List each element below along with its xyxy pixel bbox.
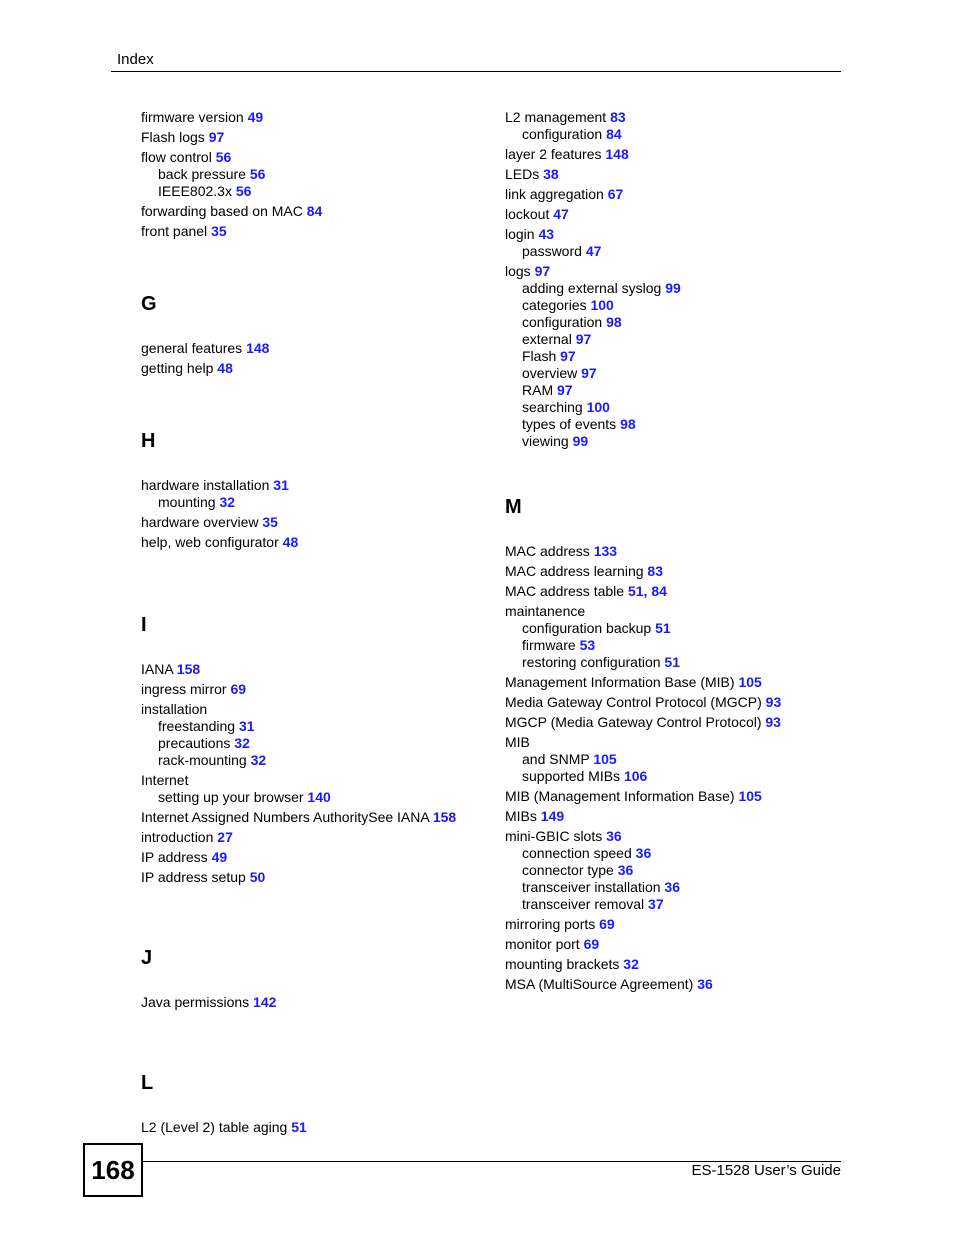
index-subentry <box>141 166 491 183</box>
page-reference-link[interactable]: 97 <box>534 263 551 279</box>
page-reference-link[interactable]: 36 <box>635 845 652 861</box>
index-subterm: overview <box>522 365 578 381</box>
index-subterm: firmware <box>522 637 576 653</box>
index-entry <box>505 694 835 711</box>
index-term: Internet Assigned Numbers AuthoritySee IANA <box>141 809 429 825</box>
section-letter-heading: M <box>505 496 522 518</box>
index-term: installation <box>141 701 208 717</box>
page-reference-link[interactable]: 98 <box>620 416 636 432</box>
index-entry <box>141 340 491 357</box>
index-entry <box>141 514 491 531</box>
index-subentry <box>505 331 835 348</box>
page-reference-link[interactable]: 148 <box>605 146 629 162</box>
page-reference-link[interactable]: 51 <box>664 654 680 670</box>
index-subentry <box>505 768 835 785</box>
index-entry <box>141 661 491 678</box>
index-subentry <box>505 637 835 654</box>
index-subentry <box>505 314 835 331</box>
page-reference-link[interactable]: 106 <box>623 768 648 784</box>
index-section <box>141 946 491 1011</box>
index-entry <box>141 109 491 126</box>
page-reference-link[interactable]: 99 <box>572 433 589 449</box>
index-subentry <box>505 879 835 896</box>
page-reference-link[interactable]: 84 <box>651 583 667 599</box>
index-term: ingress mirror <box>141 681 227 697</box>
index-subentry <box>505 751 835 768</box>
index-entry <box>505 543 835 560</box>
index-entry <box>505 563 835 580</box>
index-subentry <box>505 348 835 365</box>
index-term: link aggregation <box>505 186 604 202</box>
page-reference-link[interactable]: 49 <box>211 849 228 865</box>
index-subterm: freestanding <box>158 718 236 734</box>
page-reference-link[interactable]: 97 <box>557 382 573 398</box>
page-reference-link[interactable]: 37 <box>648 896 664 912</box>
index-entry <box>141 360 491 377</box>
index-term: IP address <box>141 849 208 865</box>
page-reference-link[interactable]: 83 <box>647 563 663 579</box>
index-subterm: transceiver removal <box>522 896 645 912</box>
page-reference-link[interactable]: 93 <box>765 714 781 730</box>
index-subentry <box>505 126 835 143</box>
index-subterm: and SNMP <box>522 751 590 767</box>
index-column-right <box>505 106 835 993</box>
running-header: Index <box>117 51 154 68</box>
index-subentry <box>505 382 835 399</box>
page-reference-link[interactable]: 36 <box>697 976 713 992</box>
index-term: mirroring ports <box>505 916 596 932</box>
index-term: hardware installation <box>141 477 270 493</box>
page-reference-link[interactable]: 69 <box>599 916 615 932</box>
page-reference-link[interactable]: 32 <box>250 752 267 768</box>
index-entry <box>505 976 835 993</box>
page-reference-link[interactable]: 35 <box>262 514 278 530</box>
page-reference-link[interactable]: 32 <box>234 735 250 751</box>
index-entry <box>141 534 491 551</box>
page-reference-link[interactable]: 53 <box>579 637 596 653</box>
index-entry <box>141 809 491 826</box>
index-subentry <box>141 735 491 752</box>
index-term: lockout <box>505 206 550 222</box>
page-reference-link[interactable]: 35 <box>211 223 227 239</box>
index-subentry <box>505 845 835 862</box>
page-reference-link[interactable]: 105 <box>593 751 617 767</box>
index-entry <box>505 714 835 731</box>
page-reference-link[interactable]: 105 <box>738 788 762 804</box>
page-reference-link[interactable]: 140 <box>307 789 331 805</box>
index-term: L2 (Level 2) table aging <box>141 1119 288 1135</box>
section-letter-heading: J <box>141 947 153 969</box>
page-reference-link[interactable]: 97 <box>575 331 592 347</box>
page-reference-link[interactable]: 56 <box>249 166 266 182</box>
index-subterm: back pressure <box>158 166 246 182</box>
page-reference-link[interactable]: 84 <box>606 126 622 142</box>
page-reference-link[interactable]: 51 <box>655 620 671 636</box>
index-subentry <box>505 416 835 433</box>
index-entry <box>141 701 491 718</box>
index-term: login <box>505 226 535 242</box>
index-subterm: precautions <box>158 735 231 751</box>
index-entry <box>505 226 835 243</box>
section-letter-heading: H <box>141 430 156 452</box>
index-entry <box>505 808 835 825</box>
index-subentry <box>505 433 835 450</box>
index-term: IP address setup <box>141 869 246 885</box>
index-subterm: setting up your browser <box>158 789 304 805</box>
index-entry <box>505 186 835 203</box>
index-subterm: restoring configuration <box>522 654 661 670</box>
index-subterm: categories <box>522 297 587 313</box>
index-term: hardware overview <box>141 514 259 530</box>
index-subterm: IEEE802.3x <box>158 183 232 199</box>
page-reference-link[interactable]: 67 <box>607 186 624 202</box>
index-entry <box>505 583 835 600</box>
index-entry <box>141 994 491 1011</box>
page-reference-link[interactable]: 69 <box>230 681 247 697</box>
page-reference-link[interactable]: 98 <box>606 314 622 330</box>
index-subterm: viewing <box>522 433 569 449</box>
index-entry <box>141 681 491 698</box>
index-term: MGCP (Media Gateway Control Protocol) <box>505 714 762 730</box>
page-reference-link[interactable]: 32 <box>219 494 236 510</box>
index-subentry <box>141 718 491 735</box>
index-term: general features <box>141 340 243 356</box>
index-term: introduction <box>141 829 214 845</box>
page-separator: , <box>643 583 652 599</box>
index-subterm: rack-mounting <box>158 752 247 768</box>
index-subentry <box>141 752 491 769</box>
index-subterm: adding external syslog <box>522 280 662 296</box>
page-reference-link[interactable]: 148 <box>246 340 270 356</box>
index-entry <box>505 956 835 973</box>
index-term: forwarding based on MAC <box>141 203 303 219</box>
page-reference-link[interactable]: 31 <box>273 477 289 493</box>
page-reference-link[interactable]: 56 <box>235 183 252 199</box>
index-term: LEDs <box>505 166 540 182</box>
page-reference-link[interactable]: 97 <box>208 129 225 145</box>
index-subterm: RAM <box>522 382 554 398</box>
page-reference-link[interactable]: 133 <box>593 543 618 559</box>
guide-title: ES-1528 User’s Guide <box>691 1162 841 1179</box>
index-entry <box>141 223 491 240</box>
index-subterm: external <box>522 331 572 347</box>
page-reference-link[interactable]: 100 <box>590 297 614 313</box>
index-subentry <box>505 862 835 879</box>
index-term: MIB (Management Information Base) <box>505 788 735 804</box>
index-subterm: transceiver installation <box>522 879 661 895</box>
index-subterm: password <box>522 243 582 259</box>
index-entry <box>141 203 491 220</box>
page-reference-link[interactable]: 36 <box>664 879 680 895</box>
index-section <box>505 495 835 993</box>
index-entry <box>505 674 835 691</box>
index-entry <box>505 828 835 845</box>
page-reference-link[interactable]: 32 <box>623 956 639 972</box>
index-term: MSA (MultiSource Agreement) <box>505 976 694 992</box>
page-number: 168 <box>83 1143 143 1197</box>
index-subterm: searching <box>522 399 583 415</box>
index-entry <box>141 869 491 886</box>
page-reference-link[interactable]: 48 <box>217 360 233 376</box>
page-reference-link[interactable]: 97 <box>560 348 576 364</box>
page-reference-link[interactable]: 36 <box>606 828 622 844</box>
index-subentry <box>141 183 491 200</box>
index-term: monitor port <box>505 936 580 952</box>
index-entry <box>141 129 491 146</box>
index-subterm: configuration backup <box>522 620 652 636</box>
index-subterm: Flash <box>522 348 557 364</box>
page-reference-link[interactable]: 158 <box>432 809 457 825</box>
page-reference-link[interactable]: 142 <box>253 994 277 1010</box>
index-entry <box>505 206 835 223</box>
index-subterm: configuration <box>522 126 603 142</box>
index-term: MAC address table <box>505 583 625 599</box>
index-section <box>141 292 491 377</box>
index-entry <box>141 149 491 166</box>
index-term: IANA <box>141 661 173 677</box>
section-letter-heading: I <box>141 614 147 636</box>
index-term: Media Gateway Control Protocol (MGCP) <box>505 694 762 710</box>
index-entry <box>141 1119 491 1136</box>
index-term: mini-GBIC slots <box>505 828 603 844</box>
index-entry <box>505 166 835 183</box>
page-reference-link[interactable]: 93 <box>765 694 782 710</box>
index-term: getting help <box>141 360 214 376</box>
index-subentry <box>141 494 491 511</box>
section-letter-heading: L <box>141 1072 154 1094</box>
index-term: L2 management <box>505 109 607 125</box>
page-reference-link[interactable]: 84 <box>306 203 323 219</box>
index-entry <box>141 772 491 789</box>
index-entry <box>505 916 835 933</box>
page-reference-link[interactable]: 31 <box>238 718 255 734</box>
index-term: flow control <box>141 149 212 165</box>
index-subentry <box>505 280 835 297</box>
index-section <box>141 429 491 551</box>
page-reference-link[interactable]: 51 <box>627 583 644 599</box>
index-subentry <box>505 620 835 637</box>
index-term: MIB <box>505 734 530 750</box>
index-subentry <box>505 297 835 314</box>
index-subentry <box>141 789 491 806</box>
index-term: firmware version <box>141 109 244 125</box>
index-subentry <box>505 365 835 382</box>
index-subentry <box>505 243 835 260</box>
page-reference-link[interactable]: 97 <box>581 365 597 381</box>
page-reference-link[interactable]: 99 <box>665 280 681 296</box>
index-entry <box>505 146 835 163</box>
index-subentry <box>505 654 835 671</box>
index-subterm: configuration <box>522 314 603 330</box>
index-entry <box>505 263 835 280</box>
page-reference-link[interactable]: 43 <box>538 226 555 242</box>
page-reference-link[interactable]: 47 <box>585 243 602 259</box>
index-subentry <box>505 399 835 416</box>
index-subterm: connector type <box>522 862 614 878</box>
page-reference-link[interactable]: 56 <box>215 149 232 165</box>
page-reference-link[interactable]: 47 <box>553 206 569 222</box>
page-reference-link[interactable]: 49 <box>247 109 264 125</box>
index-entry <box>141 477 491 494</box>
index-term: Flash logs <box>141 129 205 145</box>
index-subentry <box>505 896 835 913</box>
index-term: logs <box>505 263 531 279</box>
page-reference-link[interactable]: 100 <box>586 399 610 415</box>
index-term: Management Information Base (MIB) <box>505 674 735 690</box>
index-entry <box>141 829 491 846</box>
page-reference-link[interactable]: 27 <box>217 829 233 845</box>
index-term: MAC address learning <box>505 563 644 579</box>
index-term: MAC address <box>505 543 590 559</box>
index-entry <box>505 788 835 805</box>
page-reference-link[interactable]: 38 <box>543 166 559 182</box>
index-term: front panel <box>141 223 208 239</box>
index-entry <box>141 849 491 866</box>
page-reference-link[interactable]: 36 <box>617 862 634 878</box>
section-letter-heading: G <box>141 293 157 315</box>
index-section <box>141 613 491 886</box>
index-entry <box>505 603 835 620</box>
index-term: help, web configurator <box>141 534 279 550</box>
index-subterm: types of events <box>522 416 617 432</box>
header-rule <box>111 71 841 72</box>
index-term: layer 2 features <box>505 146 602 162</box>
index-subterm: connection speed <box>522 845 632 861</box>
index-term: maintanence <box>505 603 586 619</box>
page-reference-link[interactable]: 83 <box>610 109 626 125</box>
page-reference-link[interactable]: 51 <box>291 1119 307 1135</box>
index-column-left <box>141 106 491 1136</box>
index-term: Internet <box>141 772 189 788</box>
index-entry <box>505 109 835 126</box>
index-section <box>141 109 491 240</box>
page-reference-link[interactable]: 158 <box>176 661 201 677</box>
index-term: MIBs <box>505 808 537 824</box>
page-reference-link[interactable]: 69 <box>583 936 600 952</box>
page-reference-link[interactable]: 105 <box>738 674 762 690</box>
index-term: Java permissions <box>141 994 250 1010</box>
index-entry <box>505 734 835 751</box>
page-reference-link[interactable]: 50 <box>249 869 266 885</box>
index-subterm: mounting <box>158 494 216 510</box>
index-subterm: supported MIBs <box>522 768 621 784</box>
page-reference-link[interactable]: 149 <box>540 808 565 824</box>
page-reference-link[interactable]: 48 <box>282 534 299 550</box>
index-entry <box>505 936 835 953</box>
index-term: mounting brackets <box>505 956 620 972</box>
index-section <box>505 109 835 450</box>
index-section <box>141 1071 491 1136</box>
